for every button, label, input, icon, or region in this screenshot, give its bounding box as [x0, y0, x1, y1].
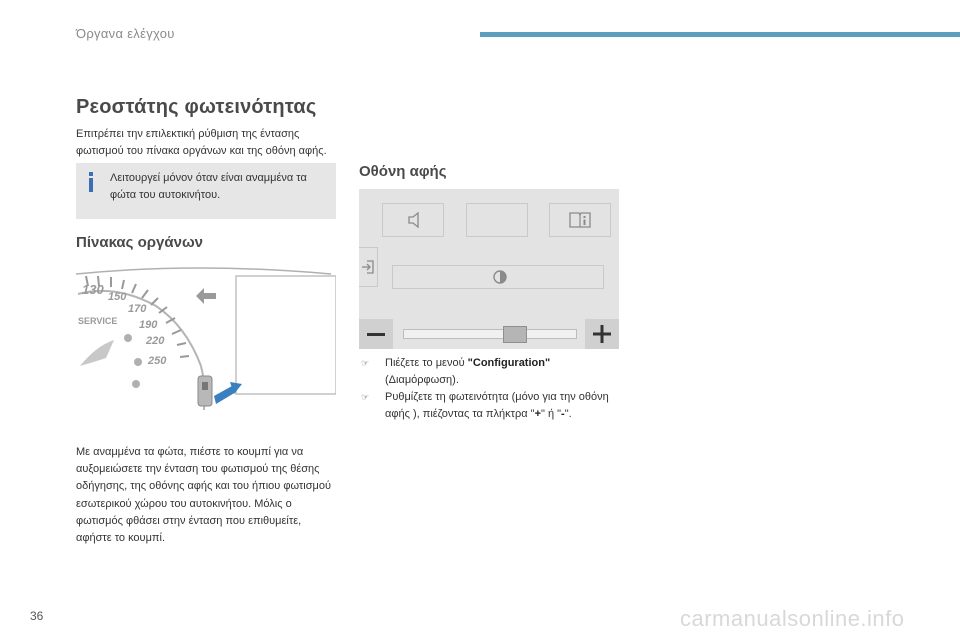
minus-button[interactable] [359, 319, 393, 349]
minus-icon [366, 327, 386, 341]
plus-button[interactable] [585, 319, 619, 349]
blank-tile[interactable] [466, 203, 528, 237]
manual-tile[interactable] [549, 203, 611, 237]
info-note-box [76, 163, 336, 219]
info-icon [86, 172, 96, 192]
exit-tile[interactable] [359, 247, 378, 287]
configuration-menu-label: "Configuration" [467, 357, 551, 369]
bullet-arrow-icon: ☞ [361, 392, 370, 402]
speed-label-250: 250 [148, 355, 167, 367]
sound-tile[interactable] [382, 203, 444, 237]
touch-screen-illustration [359, 189, 619, 349]
speed-label-150: 150 [108, 291, 127, 303]
brightness-slider-track[interactable] [403, 329, 577, 339]
instrument-panel-illustration [76, 266, 336, 410]
speed-label-190: 190 [139, 319, 158, 331]
touch-screen-heading: Οθόνη αφής [359, 163, 447, 180]
touch-screen-instructions [361, 355, 619, 423]
instrument-panel-description: Με αναμμένα τα φώτα, πιέστε το κουμπί για να αυξομειώσετε την ένταση του φωτισμού της θέσης οδήγησης, της οθόνης αφής και του ήπιου φωτισμού εσωτερικού χώρου του αυτοκινήτου. Μόλις ο φωτισμός φθάσει στην ένταση που επιθυμείτε, αφήστε το κουμπί. [76, 446, 331, 545]
page-number: 36 [30, 609, 44, 623]
speed-label-170: 170 [128, 303, 147, 315]
exit-icon [361, 259, 375, 275]
speaker-icon [407, 212, 421, 228]
info-note-text: Λειτουργεί μόνον όταν είναι αναμμένα τα φώτα του αυτοκινήτου. [110, 172, 307, 201]
instruction-item: ☞ Ρυθμίζετε τη φωτεινότητα (μόνο για την οθόνη αφής ), πιέζοντας τα πλήκτρα "+" ή "-". [361, 391, 609, 420]
bullet-arrow-icon: ☞ [361, 358, 370, 368]
brightness-slider-handle[interactable] [503, 326, 527, 343]
plus-icon [592, 324, 612, 344]
brightness-tile[interactable] [392, 265, 604, 289]
book-info-icon [568, 211, 592, 229]
brightness-icon [492, 269, 508, 285]
instruction-item: ☞ Πιέζετε το μενού "Configuration" (Διαμόρφωση). [361, 357, 551, 386]
header-accent-bar [480, 32, 960, 37]
intro-text: Επιτρέπει την επιλεκτική ρύθμιση της έντασης φωτισμού του πίνακα οργάνων και της οθόνη αφής. [76, 128, 327, 157]
service-label: SERVICE [78, 316, 118, 326]
page-title: Ρεοστάτης φωτεινότητας [76, 96, 317, 118]
instrument-panel-heading: Πίνακας οργάνων [76, 234, 203, 251]
speed-label-220: 220 [146, 335, 165, 347]
speed-label-130: 130 [82, 282, 104, 297]
watermark: carmanualsonline.info [680, 606, 905, 631]
section-title: Όργανα ελέγχου [76, 26, 175, 41]
